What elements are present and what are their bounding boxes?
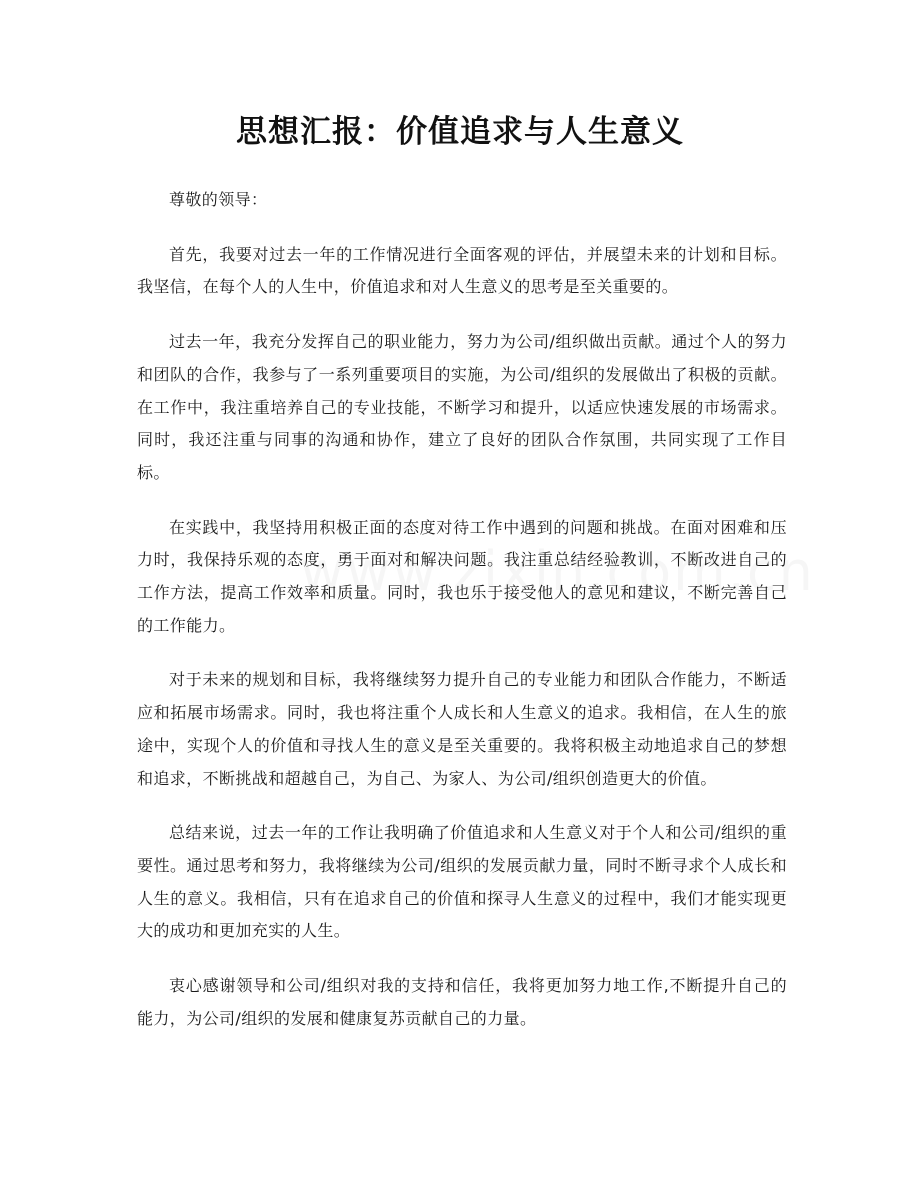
paragraph-4: 对于未来的规划和目标，我将继续努力提升自己的专业能力和团队合作能力，不断适应和拓展市场需求。同时，我也将注重个人成长和人生意义的追求。我相信，在人生的旅途中，实现个人的价值和寻找人生的意义是至关重要的。我将积极主动地追求自己的梦想和追求，不断挑战和超越自己，为自己、为家人、为公司/组织创造更大的价值。	[137, 670, 787, 788]
paragraph-1: 首先，我要对过去一年的工作情况进行全面客观的评估，并展望未来的计划和目标。我坚信，在每个人的人生中，价值追求和对人生意义的思考是至关重要的。	[137, 244, 787, 297]
document-body	[137, 184, 787, 1057]
document-title: 思想汇报：价值追求与人生意义	[236, 114, 684, 150]
paragraph-6: 衷心感谢领导和公司/组织对我的支持和信任，我将更加努力地工作,不断提升自己的能力，为公司/组织的发展和健康复苏贡献自己的力量。	[137, 976, 787, 1028]
paragraph-2: 过去一年，我充分发挥自己的职业能力，努力为公司/组织做出贡献。通过个人的努力和团队的合作，我参与了一系列重要项目的实施，为公司/组织的发展做出了积极的贡献。在工作中，我注重培养自己的专业技能，不断学习和提升，以适应快速发展的市场需求。同时，我还注重与同事的沟通和协作，建立了良好的团队合作氛围，共同实现了工作目标。	[137, 332, 787, 482]
salutation: 尊敬的领导：	[169, 190, 268, 209]
paragraph-3: 在实践中，我坚持用积极正面的态度对待工作中遇到的问题和挑战。在面对困难和压力时，我保持乐观的态度，勇于面对和解决问题。我注重总结经验教训，不断改进自己的工作方法，提高工作效率和质量。同时，我也乐于接受他人的意见和建议，不断完善自己的工作能力。	[137, 517, 787, 635]
paragraph-5: 总结来说，过去一年的工作让我明确了价值追求和人生意义对于个人和公司/组织的重要性。通过思考和努力，我将继续为公司/组织的发展贡献力量，同时不断寻求个人成长和人生的意义。我相信，只有在追求自己的价值和探寻人生意义的过程中，我们才能实现更大的成功和更加充实的人生。	[137, 823, 787, 941]
